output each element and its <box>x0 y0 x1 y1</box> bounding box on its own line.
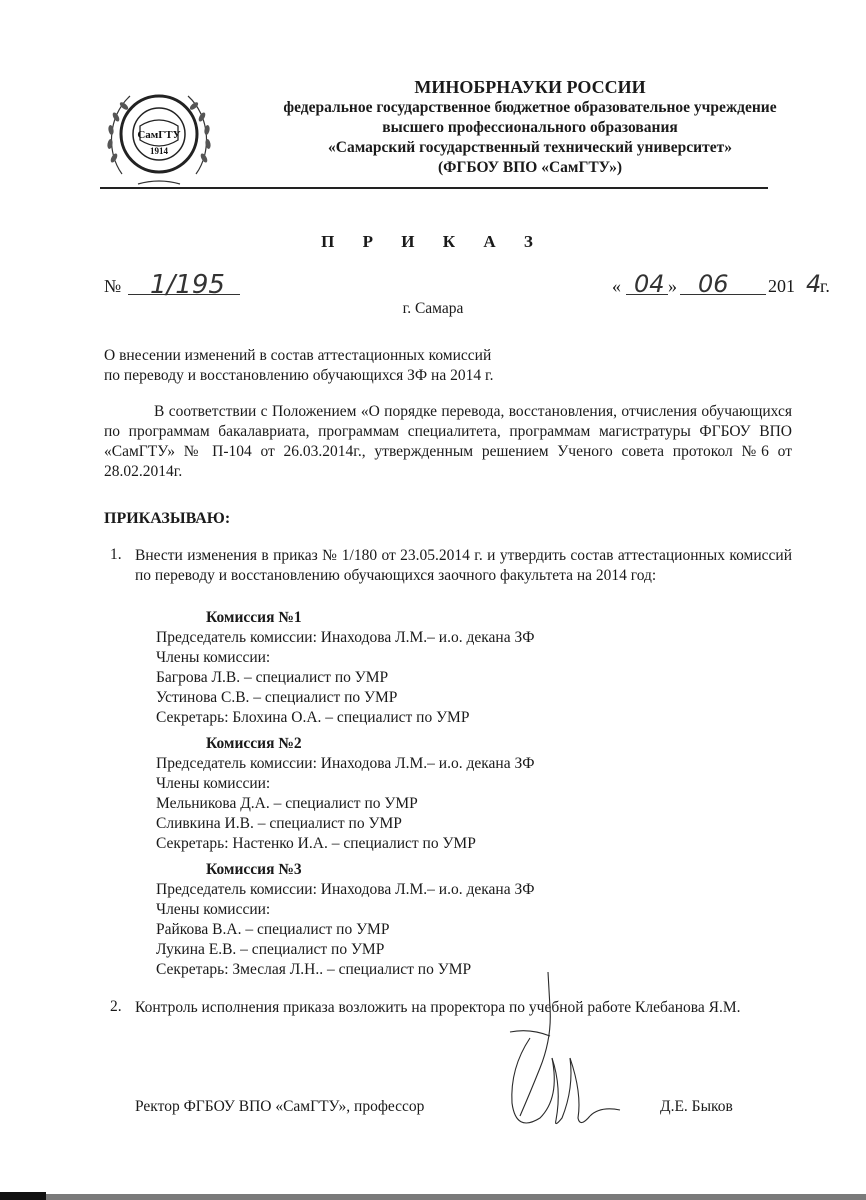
commission-secretary: Секретарь: Настенко И.А. – специалист по УМР <box>156 835 476 852</box>
date-open-quote: « <box>612 276 621 296</box>
svg-text:1914: 1914 <box>150 146 168 156</box>
header-divider <box>100 187 768 189</box>
commission-member: Райкова В.А. – специалист по УМР <box>156 921 390 938</box>
date-close-quote: » <box>668 276 677 296</box>
scan-edge-gray <box>46 1194 866 1200</box>
city: г. Самара <box>402 300 464 317</box>
commission-chair: Председатель комиссии: Инаходова Л.М.– и.о. декана ЗФ <box>156 629 535 646</box>
handwritten-signature <box>490 968 650 1138</box>
commission-member: Лукина Е.В. – специалист по УМР <box>156 941 385 958</box>
order-word: ПРИКАЗЫВАЮ: <box>104 510 231 527</box>
date-day: 04 <box>634 270 665 298</box>
letterhead <box>230 76 830 178</box>
commission-members-label: Члены комиссии: <box>156 901 271 918</box>
institution-type: федеральное государственное бюджетное образовательное учреждение <box>283 99 777 116</box>
education-level: высшего профессионального образования <box>382 119 678 136</box>
commission-3 <box>156 860 534 980</box>
commission-member: Мельникова Д.А. – специалист по УМР <box>156 795 418 812</box>
order-number-value: 1/195 <box>150 270 225 300</box>
date-year-suffix: г. <box>820 276 830 296</box>
university-logo <box>100 82 218 188</box>
commission-members-label: Члены комиссии: <box>156 649 271 666</box>
date-month: 06 <box>698 270 729 298</box>
item-2-number: 2. <box>110 998 122 1015</box>
commission-1 <box>156 608 534 728</box>
order-subject <box>104 346 493 386</box>
commission-chair: Председатель комиссии: Инаходова Л.М.– и.о. декана ЗФ <box>156 755 535 772</box>
commission-title: Комиссия №1 <box>206 609 302 626</box>
commission-member: Багрова Л.В. – специалист по УМР <box>156 669 389 686</box>
commission-chair: Председатель комиссии: Инаходова Л.М.– и.о. декана ЗФ <box>156 881 535 898</box>
ministry-name: МИНОБРНАУКИ РОССИИ <box>414 77 646 97</box>
commission-secretary: Секретарь: Змеслая Л.Н.. – специалист по УМР <box>156 961 472 978</box>
date-year-prefix: 201 <box>768 276 795 296</box>
subject-line-2: по переводу и восстановлению обучающихся ЗФ на 2014 г. <box>104 367 494 384</box>
signatory-title: Ректор ФГБОУ ВПО «СамГТУ», профессор <box>135 1098 425 1115</box>
commission-title: Комиссия №3 <box>206 861 302 878</box>
commission-member: Устинова С.В. – специалист по УМР <box>156 689 398 706</box>
order-number-label: № <box>104 276 122 296</box>
signatory-name: Д.Е. Быков <box>660 1098 733 1115</box>
item-1-text: Внести изменения в приказ № 1/180 от 23.05.2014 г. и утвердить состав аттестационных комиссий по переводу и восстановлению обучающихся заочного факультета на 2014 год: <box>135 547 792 584</box>
scan-edge-dark <box>0 1192 46 1200</box>
university-name: «Самарский государственный технический университет» <box>328 139 732 156</box>
commission-title: Комиссия №2 <box>206 735 302 752</box>
preamble-paragraph: В соответствии с Положением «О порядке перевода, восстановления, отчисления обучающихся по программам бакалавриата, программам специалитета, программам магистратуры ФГБОУ ВПО «СамГТУ» № П-104 от 26.03.2014г., утвержденным решением Ученого совета протокол №6 от 28.02.2014г. <box>104 403 792 480</box>
commission-member: Сливкина И.В. – специалист по УМР <box>156 815 402 832</box>
document-title: П Р И К А З <box>321 232 545 251</box>
subject-line-1: О внесении изменений в состав аттестационных комиссий <box>104 347 492 364</box>
university-abbr: (ФГБОУ ВПО «СамГТУ») <box>437 159 622 176</box>
svg-text:СамГТУ: СамГТУ <box>137 129 181 141</box>
item-2-text: Контроль исполнения приказа возложить на проректора по учебной работе Клебанова Я.М. <box>135 999 741 1016</box>
commission-2 <box>156 734 534 854</box>
commission-members-label: Члены комиссии: <box>156 775 271 792</box>
commission-secretary: Секретарь: Блохина О.А. – специалист по УМР <box>156 709 470 726</box>
item-1-number: 1. <box>110 546 122 563</box>
date-year-digit: 4 <box>806 270 822 298</box>
